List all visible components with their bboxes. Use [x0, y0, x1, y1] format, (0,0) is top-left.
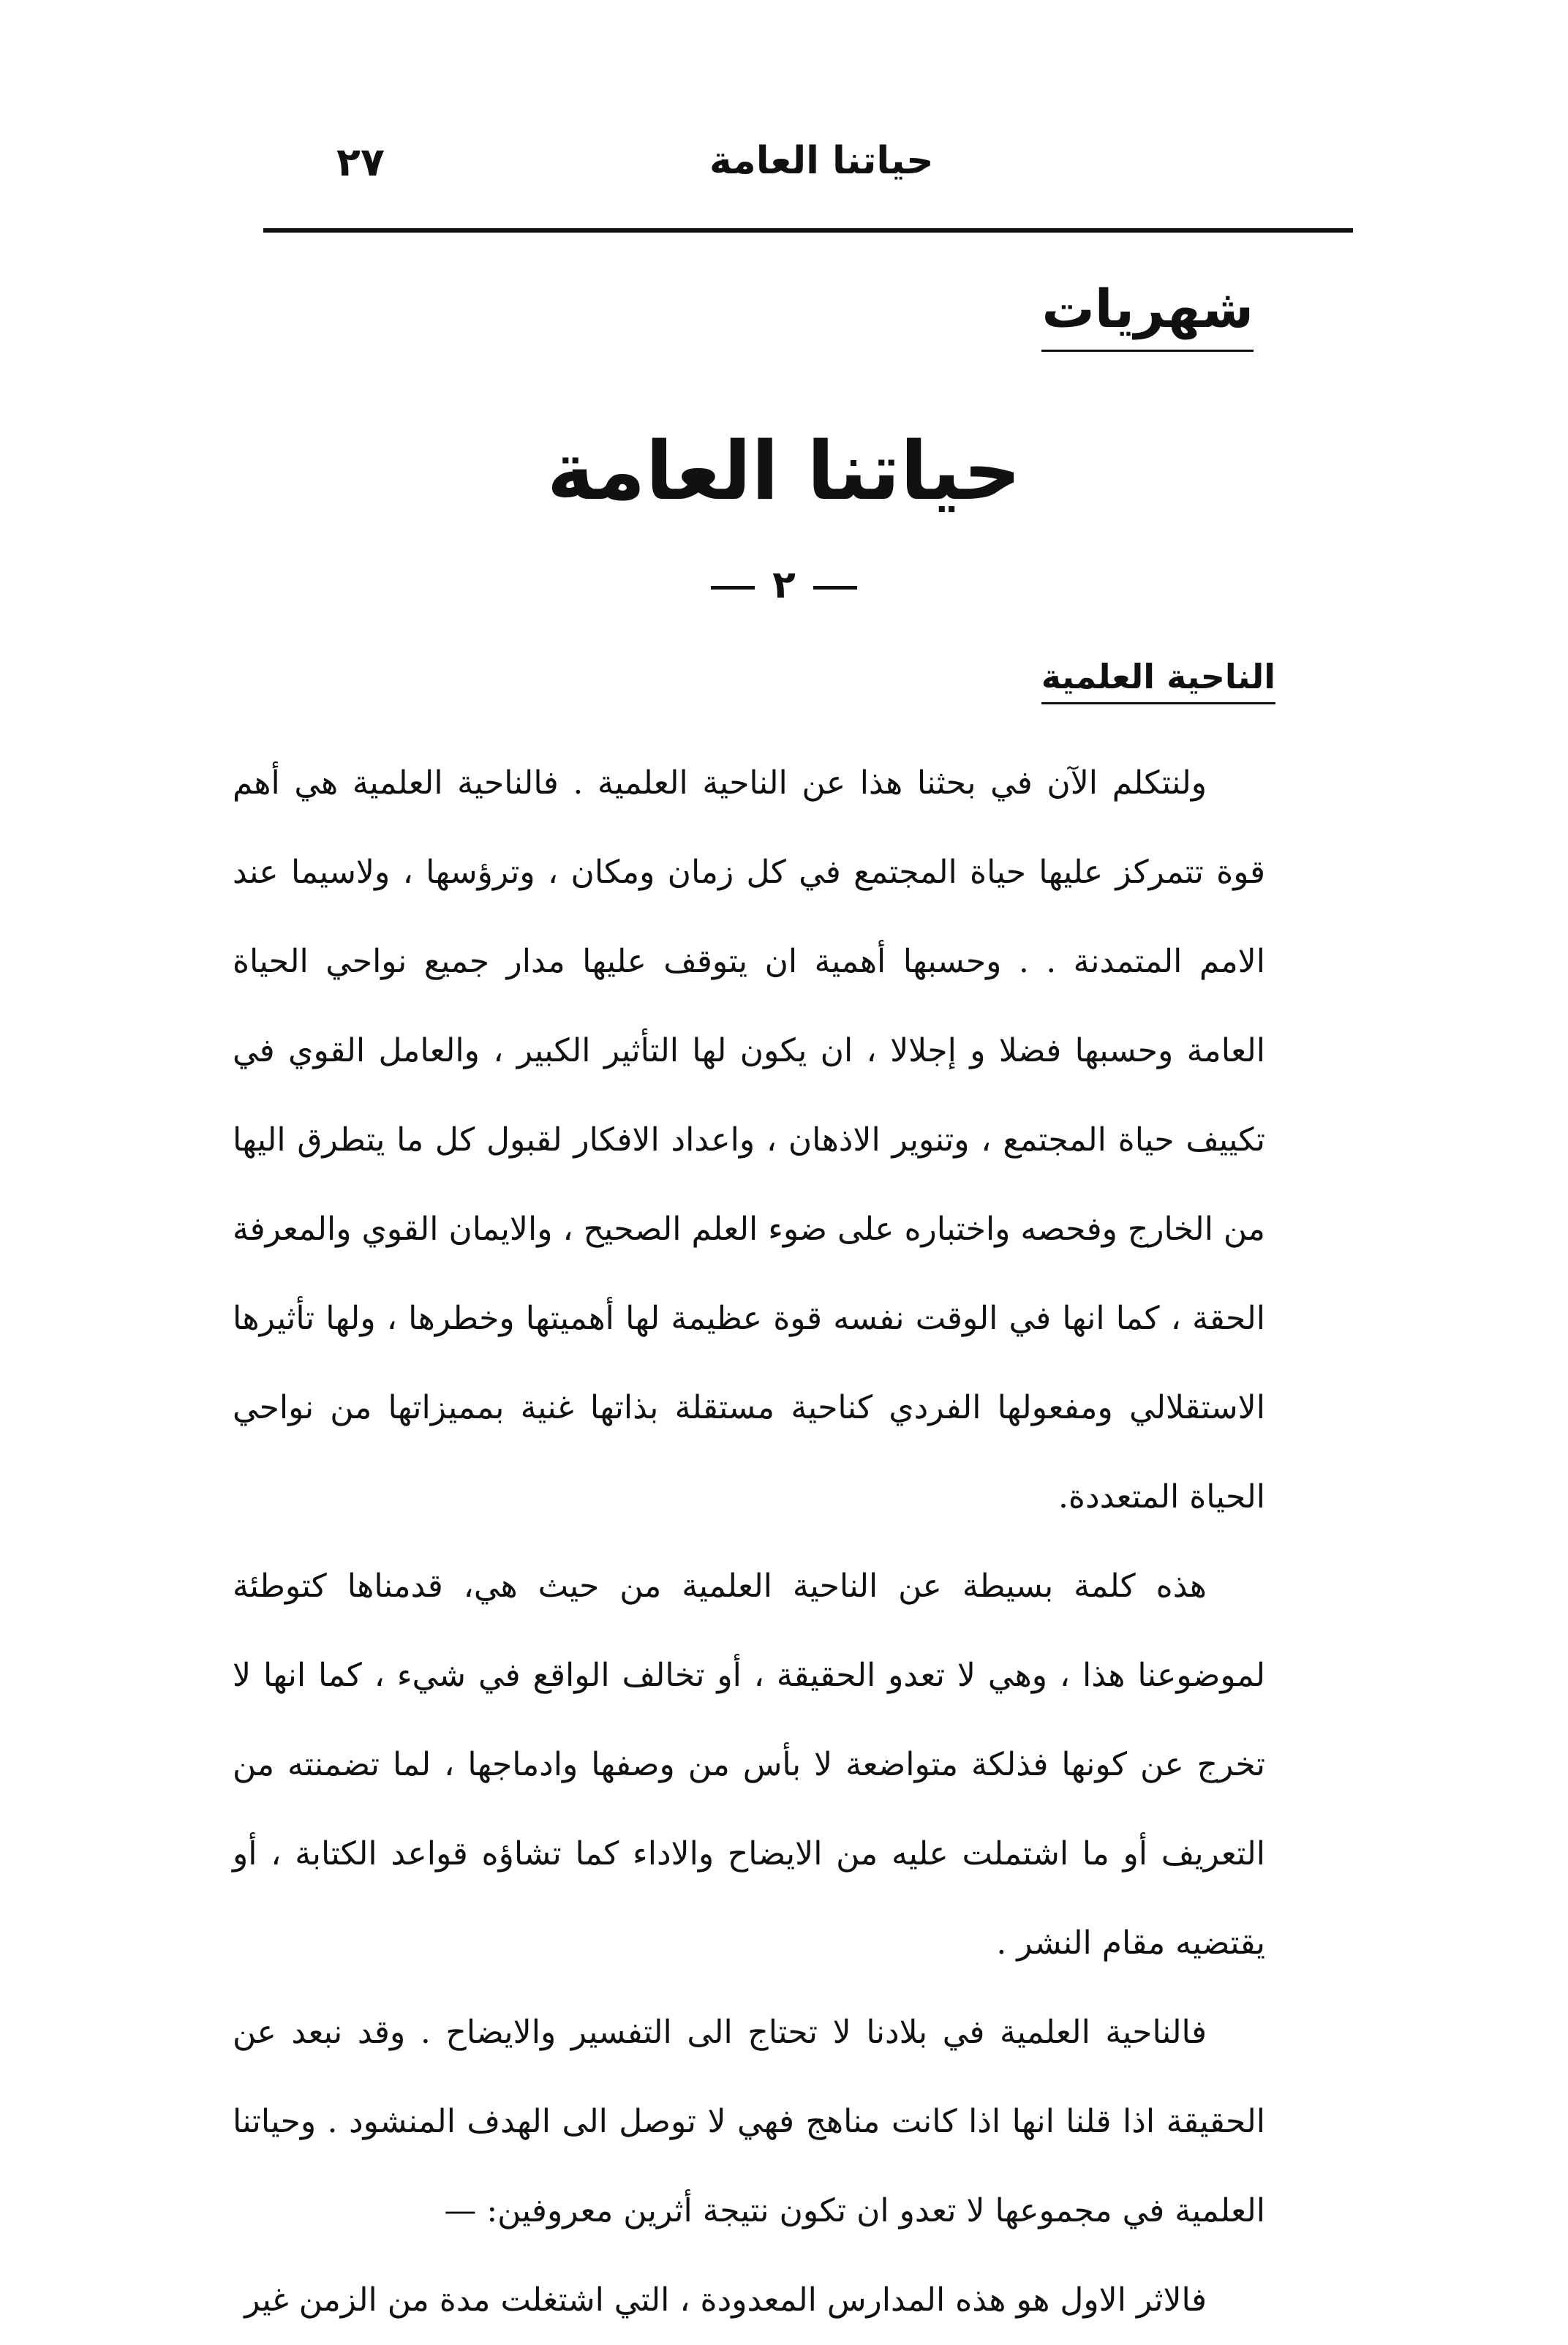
paragraph: فالاثر الاول هو هذه المدارس المعدودة ، التي اشتغلت مدة من الزمن غير: [244, 2281, 1207, 2319]
article-body: [233, 739, 1265, 2345]
header-rule: [263, 228, 1353, 233]
running-header: [263, 139, 1353, 205]
paragraph: ولنتكلم الآن في بحثنا هذا عن الناحية العلمية . فالناحية العلمية هي أهم قوة تتمركز عليها حياة المجتمع في كل زمان ومكان ، وترؤسها ، ولاسيما عند الامم المتمدنة . . وحسبها أهمية ان يتوقف عليها مدار جميع نواحي الحياة العامة وحسبها فضلا و إجلالا ، ان يكون لها التأثير الكبير ، والعامل القوي في تكييف حياة المجتمع ، وتنوير الاذهان ، واعداد الافكار لقبول كل ما يتطرق اليها من الخارج وفحصه واختباره على ضوء العلم الصحيح ، والايمان القوي والمعرفة الحقة ، كما انها في الوقت نفسه قوة عظيمة لها أهميتها وخطرها ، ولها تأثيرها الاستقلالي ومفعولها الفردي كناحية مستقلة بذاتها غنية بمميزاتها من نواحي الحياة المتعددة.: [233, 764, 1265, 1516]
paragraph: فالناحية العلمية في بلادنا لا تحتاج الى التفسير والايضاح . وقد نبعد عن الحقيقة اذا قلنا انها اذا كانت مناهج فهي لا توصل الى الهدف المنشود . وحياتنا العلمية في مجموعها لا تعدو ان تكون نتيجة أثرين معروفين: —: [233, 2014, 1265, 2229]
article-title: حياتنا العامة: [546, 424, 1022, 518]
subheading: الناحية العلمية: [1041, 657, 1275, 704]
part-marker: [0, 563, 1568, 607]
dash-right: [711, 586, 755, 590]
page-number: ٢٧: [336, 139, 385, 185]
part-number: ٢: [772, 563, 796, 607]
section-label: شهريات: [1041, 278, 1254, 352]
dash-left: [813, 586, 857, 590]
running-title: حياتنا العامة: [709, 139, 934, 183]
paragraph: هذه كلمة بسيطة عن الناحية العلمية من حيث هي، قدمناها كتوطئة لموضوعنا هذا ، وهي لا تعدو الحقيقة ، أو تخالف الواقع في شيء ، كما انها لا تخرج عن كونها فذلكة متواضعة لا بأس من وصفها وادماجها ، لما تضمنته من التعريف أو ما اشتملت عليه من الايضاح والاداء كما تشاؤه قواعد الكتابة ، أو يقتضيه مقام النشر .: [233, 1567, 1265, 1962]
